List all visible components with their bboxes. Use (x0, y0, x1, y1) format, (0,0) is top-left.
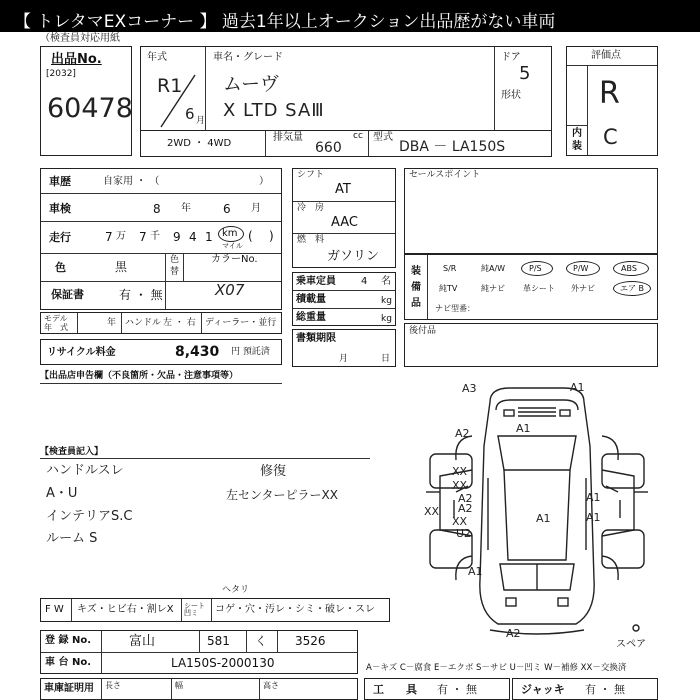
registration-region: 富山 (129, 634, 156, 649)
registration-class: 581 (207, 634, 230, 648)
sales-label: セールスポイント (409, 170, 481, 180)
ac-value: AAC (331, 215, 358, 230)
inspector-line-2: A・U (46, 486, 78, 501)
shift-label: シフト (297, 170, 325, 180)
chassis-value: LA150S-2000130 (171, 656, 275, 670)
notes-header: 【出品店申告欄（不良箇所・欠品・注意事項等） (40, 371, 239, 381)
permit-width: 幅 (175, 681, 183, 690)
equip-leather: 革シート (523, 284, 555, 293)
lot-sub: [2032] (46, 69, 76, 79)
car-diagram (410, 380, 660, 642)
registration-number: 3526 (295, 634, 326, 648)
grade: X LTD SAⅢ (223, 100, 325, 121)
capacity-value: 4 (361, 276, 368, 287)
mileage-paren-close: ) (269, 229, 274, 243)
vehicle-box (140, 46, 552, 131)
chassis-label: 車 台 No. (45, 657, 92, 668)
permit-length: 長さ (105, 681, 121, 690)
capacity-box (292, 272, 396, 326)
dealer-label: ディーラー・並行 (205, 318, 277, 328)
mark-a3: A3 (462, 382, 477, 395)
mileage-unit-man: 万 (116, 231, 126, 242)
recycle-unit: 円 預託済 (231, 347, 270, 357)
mileage-digit-3: 9 (173, 230, 181, 244)
load-label: 積載量 (296, 294, 326, 305)
docs-day: 日 (381, 354, 391, 364)
ac-label: 冷 房 (297, 203, 325, 213)
mark-a2-pillar: A2 (458, 502, 473, 515)
permit-height: 高さ (263, 681, 279, 690)
inspector-line-3: インテリアS.C (46, 509, 133, 524)
load-unit: kg (381, 296, 392, 306)
damage-legend: A－キズ C－腐食 E－エクボ S－サビ U－凹ミ W－補修 XX－交換済 (366, 663, 627, 673)
color-value: 黒 (115, 260, 128, 274)
inspection-month: 6 (223, 202, 231, 216)
mark-a2-bumper: A2 (506, 627, 521, 640)
warranty-label: 保証書 (51, 288, 84, 301)
aftermarket-label: 後付品 (409, 326, 437, 336)
inspector-line-4: ルーム S (46, 531, 98, 546)
year-label: 年式 (147, 52, 167, 63)
month-value: 6 (185, 105, 195, 123)
capacity-label: 乗車定員 (296, 276, 336, 287)
mileage-unit-sen: 千 (150, 231, 160, 242)
model-year-year: 年 (107, 318, 117, 328)
model-year-row (40, 312, 282, 334)
spare-label: スペア (616, 639, 646, 650)
mark-xx-side: XX (424, 505, 440, 518)
tools-label: 工 具 (373, 683, 417, 696)
displacement-label: 排気量 (273, 132, 303, 143)
specs-box (292, 168, 396, 268)
interior-label-2: 装 (572, 141, 582, 152)
color-no-label: カラーNo. (211, 254, 258, 265)
repair-note: 左センターピラーXX (226, 488, 338, 502)
mark-a1-rear: A1 (468, 565, 483, 578)
inspection-year-unit: 年 (181, 203, 191, 214)
mileage-label: 走行 (49, 231, 71, 244)
permit-label: 車庫証明用 (44, 683, 94, 694)
color-no-value: X07 (215, 281, 245, 299)
fw-item-1: キズ・ヒビ右・割レX (77, 604, 174, 615)
lot-number: 60478 (47, 93, 133, 124)
fw-item-2: シート凹ミ (184, 602, 205, 617)
score-label: 評価点 (591, 50, 621, 61)
mileage-digit-4: 4 (189, 230, 197, 244)
mileage-digit-1: 7 (105, 230, 113, 244)
equip-pw: P/W (573, 264, 589, 273)
jack-label: ジャッキ (521, 683, 565, 696)
recycle-label: リサイクル料金 (47, 347, 116, 358)
lot-box (40, 46, 132, 156)
repaint-label-2: 替 (170, 267, 180, 277)
docs-label: 書類期限 (296, 333, 336, 344)
score-value: R (599, 76, 620, 111)
year-value: R1 (157, 75, 183, 97)
equip-abs: ABS (621, 264, 637, 273)
registration-kana: く (255, 634, 268, 648)
tools-value: 有 ・ 無 (437, 683, 477, 696)
mark-a2-door: A2 (458, 492, 473, 505)
model-value: DBA － LA150S (399, 139, 506, 155)
tools-row (364, 678, 510, 700)
handle-label: ハンドル (125, 318, 162, 328)
interior-value: C (603, 125, 618, 149)
equipment-box (404, 254, 658, 320)
history-label: 車歴 (49, 175, 71, 188)
equip-label-1: 装 (411, 266, 421, 277)
fw-item-3: コゲ・穴・汚レ・シミ・破レ・スレ (215, 604, 375, 615)
model-label: 型式 (373, 132, 393, 143)
model-year-label-2: 年 式 (44, 323, 68, 332)
color-label: 色 (55, 261, 66, 274)
docs-box (292, 329, 396, 367)
fuel-value: ガソリン (327, 249, 380, 264)
banner (0, 0, 700, 32)
cutoff-note: （検査員対応用紙 (40, 33, 120, 44)
gross-unit: kg (381, 314, 392, 324)
equip-navi: 純ナビ (481, 284, 505, 293)
mark-a1-hood: A1 (516, 422, 531, 435)
mileage-digit-5: 1 (205, 230, 213, 244)
shift-value: AT (335, 182, 351, 197)
equip-ext-navi: 外ナビ (571, 284, 595, 293)
banner-text: 【 トレタマEXコーナー 】 過去1年以上オークション出品歴がない車両 (14, 12, 556, 32)
month-unit: 月 (196, 116, 206, 126)
mark-u2: U2 (456, 527, 472, 540)
registration-label: 登 録 No. (45, 635, 92, 646)
recycle-row (40, 339, 282, 365)
gross-label: 総重量 (296, 312, 326, 323)
mark-a1-roof-rear: A1 (536, 512, 551, 525)
interior-label-1: 内 (572, 128, 582, 139)
aftermarket-box (404, 323, 658, 367)
fw-row (40, 598, 390, 622)
permit-row (40, 678, 358, 700)
drive-label: 2WD ・ 4WD (167, 138, 232, 149)
equip-alloy-wheel: 純A/W (481, 264, 506, 273)
mark-xx-1: XX (452, 465, 468, 478)
mark-a1-right-front: A1 (586, 491, 601, 504)
repaint-label-1: 色 (170, 255, 180, 265)
equip-airbag: エア B (620, 284, 645, 293)
fw-handwritten: ヘタリ (222, 585, 250, 595)
spec-row (140, 130, 552, 157)
mark-a1-right-rear: A1 (586, 511, 601, 524)
mileage-digit-2: 7 (139, 230, 147, 244)
mileage-unit-km: km (222, 228, 238, 239)
equip-ps: P/S (529, 264, 542, 273)
fuel-label: 燃 料 (297, 235, 325, 245)
history-value: 自家用 ・ （ (103, 176, 160, 187)
displacement-unit: cc (353, 131, 363, 141)
inspector-line-1: ハンドルスレ (46, 463, 124, 478)
name-label: 車名・グレード (213, 52, 283, 63)
mark-xx-2: XX (452, 479, 468, 492)
inspection-month-unit: 月 (251, 203, 261, 214)
warranty-value: 有 ・ 無 (119, 288, 163, 302)
mark-a2-left: A2 (455, 427, 470, 440)
recycle-value: 8,430 (175, 344, 220, 360)
displacement-value: 660 (315, 140, 342, 156)
doors-label: ドア (501, 52, 521, 63)
inspection-year: 8 (153, 202, 161, 216)
equip-sr: S/R (443, 264, 457, 273)
registration-box (40, 630, 358, 674)
handle-value: 左 ・ 右 (163, 318, 196, 328)
shape-label: 形状 (501, 90, 521, 101)
inspection-label: 車検 (49, 202, 71, 215)
mileage-paren: ( (248, 229, 253, 243)
equip-label-3: 品 (411, 298, 421, 309)
capacity-unit: 名 (381, 276, 391, 287)
mark-xx-3: XX (452, 515, 468, 528)
equip-label-2: 備 (411, 282, 421, 293)
car-name: ムーヴ (223, 73, 280, 95)
docs-unit: 月 (339, 354, 349, 364)
details-box (40, 168, 282, 310)
equip-tv: 純TV (439, 284, 458, 293)
score-box (566, 46, 658, 156)
doors-value: 5 (519, 63, 531, 84)
fw-label: F W (45, 604, 64, 615)
nav-label: ナビ型番： (435, 304, 475, 313)
jack-value: 有 ・ 無 (585, 683, 625, 696)
sales-box (404, 168, 658, 254)
repair-label: 修復 (260, 464, 287, 479)
mark-a1-roof: A1 (570, 381, 585, 394)
lot-label: 出品No. (51, 52, 102, 67)
jack-row (512, 678, 658, 700)
mileage-unit-mile: マイル (222, 242, 243, 250)
model-year-label-1: モデル (44, 314, 68, 323)
history-close: ） (259, 176, 269, 187)
inspector-label: 【検査員記入】 (40, 447, 104, 457)
